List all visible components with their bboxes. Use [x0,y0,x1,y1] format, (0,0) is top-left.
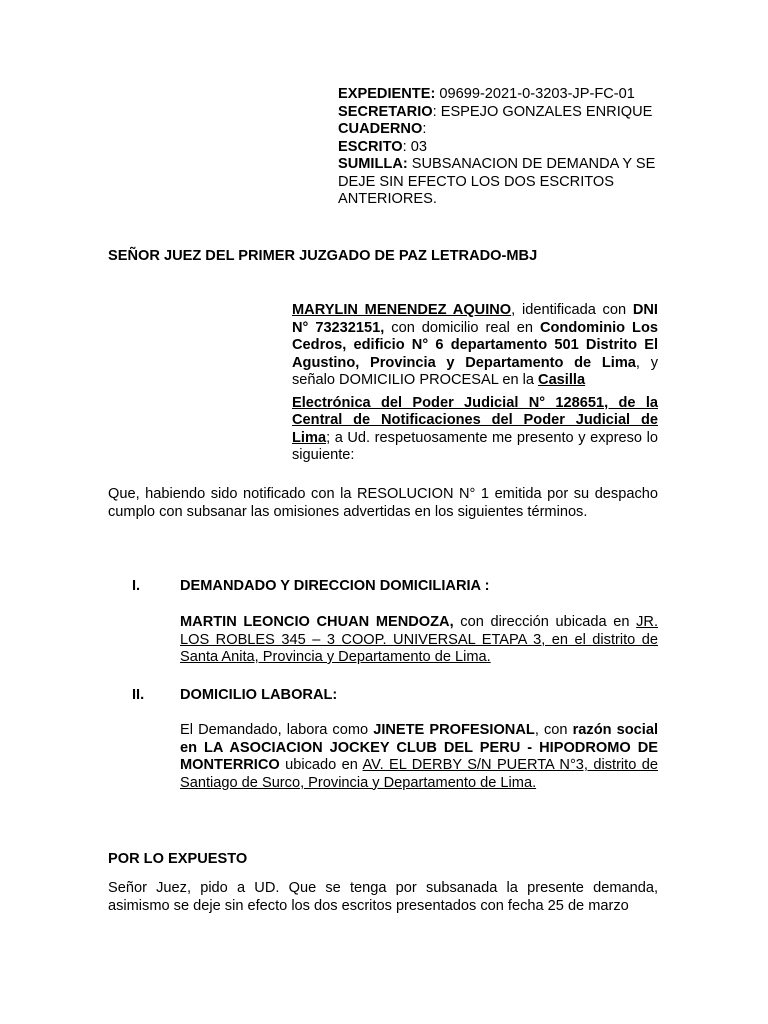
que-paragraph: Que, habiendo sido notificado con la RESOLUCION N° 1 emitida por su despacho cumplo con subsanar las omisiones advertidas en los siguientes términos. [108,486,658,520]
section-title: DEMANDADO Y DIRECCION DOMICILIARIA : [180,578,490,594]
casilla-label: Casilla [538,372,586,388]
plaintiff-address: Condominio Los Cedros, edificio N° 6 departamento 501 Distrito El Agustino, Provincia y Departamento de Lima [292,319,658,371]
section-title: DOMICILIO LABORAL: [180,687,338,703]
defendant-address: JR. LOS ROBLES 345 – 3 COOP. UNIVERSAL ETAPA 3, en el distrito de Santa Anita, Provincia y Departamento de Lima. [180,614,658,665]
job-title: JINETE PROFESIONAL [373,722,535,738]
defendant-paragraph: MARTIN LEONCIO CHUAN MENDOZA, con dirección ubicada en JR. LOS ROBLES 345 – 3 COOP. UNIVERSAL ETAPA 3, en el distrito de Santa Anita, Provincia y Departamento de Lima. [180,614,658,665]
plaintiff-identification: MARYLIN MENENDEZ AQUINO, identificada con DNI N° 73232151, con domicilio real en Condominio Los Cedros, edificio N° 6 departamento 501 Distrito El Agustino, Provincia y Departamento de Lima, y señalo DOMICILIO PROCESAL en la Casilla Electrónica del Poder Judicial N° 128651, de la Central de Notificaciones del Poder Judicial de Lima; a Ud. respetuosamente me presento y expreso lo siguiente: [292,302,658,463]
secretario-line: SECRETARIO: ESPEJO GONZALES ENRIQUE [338,103,653,120]
cuaderno-line: CUADERNO: [338,121,427,137]
work-address-paragraph: El Demandado, labora como JINETE PROFESIONAL, con razón social en LA ASOCIACION JOCKEY CLUB DEL PERU - HIPODROMO DE MONTERRICO ubicado en AV. EL DERBY S/N PUERTA N°3, distrito de Santiago de Surco, Provincia y Departamento de Lima. [180,722,659,791]
section-number: II. [132,687,145,703]
sumilla-line: SUMILLA: SUBSANACION DE DEMANDA Y SE DEJE SIN EFECTO LOS DOS ESCRITOS ANTERIORES. [338,156,656,207]
por-lo-expuesto-heading: POR LO EXPUESTO [108,851,248,867]
addressee-heading: SEÑOR JUEZ DEL PRIMER JUZGADO DE PAZ LETRADO-MBJ [108,248,538,264]
plaintiff-dni: DNI N° 73232151, [292,302,658,336]
escrito-line: ESCRITO: 03 [338,138,427,155]
work-address: AV. EL DERBY S/N PUERTA N°3, distrito de Santiago de Surco, Provincia y Departamento de Lima. [180,757,658,791]
defendant-name: MARTIN LEONCIO CHUAN MENDOZA, [180,614,454,630]
employer-name: razón social en LA ASOCIACION JOCKEY CLUB DEL PERU - HIPODROMO DE MONTERRICO [180,722,659,773]
expediente-line: EXPEDIENTE: 09699-2021-0-3203-JP-FC-01 [338,86,635,102]
case-header [338,86,668,209]
casilla-detail: Electrónica del Poder Judicial N° 128651, de la Central de Notificaciones del Poder Judicial de Lima [292,394,658,446]
plaintiff-name: MARYLIN MENENDEZ AQUINO [292,302,512,318]
final-paragraph: Señor Juez, pido a UD. Que se tenga por subsanada la presente demanda, asimismo se deje sin efecto los dos escritos presentados con fecha 25 de marzo [108,880,658,914]
section-number: I. [132,578,141,594]
